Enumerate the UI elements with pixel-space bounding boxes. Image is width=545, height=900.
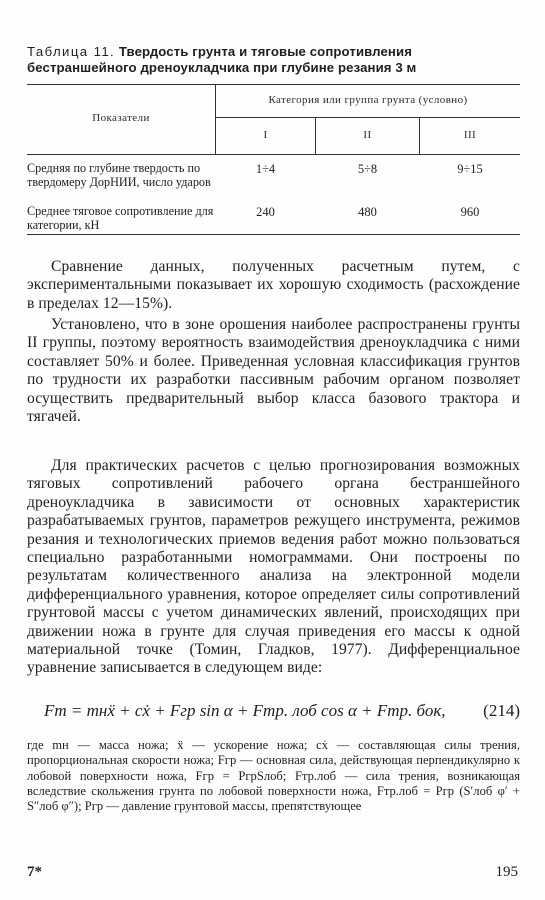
page-number: 195 (495, 864, 518, 880)
header-category: Категория или группа грунта (условно) (268, 94, 468, 106)
table-caption (27, 44, 517, 76)
cell-hardness-2: 5÷8 (357, 162, 378, 176)
paragraph-2-text: Установлено, что в зоне орошения наиболее распространены грунты II группы, поэтому вероятность взаимодействия дреноукладчика с ними составляет 50% и более. Приведенная условная классификация грунтов по трудности их разработки пассивным рабочим органом позволяет осуществить предварительный выбор класса базового трактора и тягачей. (27, 316, 520, 426)
paragraph-2 (27, 316, 520, 426)
table-bottom-rule (27, 234, 520, 235)
table-title-line-1: Твердость грунта и тяговые сопротивления (118, 44, 412, 59)
col-header-1: I (263, 129, 268, 141)
definitions-text: где mн — масса ножа; ẍ — ускорение ножа; cẋ — составляющая силы трения, пропорциональная скорости ножа; Fгр — основная сила, действующая перпендикулярно к лобовой поверхности ножа, Fгр = PгрSлоб; Fтр.лоб — сила трения, возникающая вследствие скольжения грунта по лобовой поверхности ножа, Fтр.лоб = Pгр (S′лоб φ′ + S″лоб φ″); Pгр — давление грунтовой массы, препятствующее (27, 738, 520, 814)
header-subrule (216, 117, 520, 118)
table-label: Таблица 11. (27, 44, 116, 59)
paragraph-1-text: Сравнение данных, полученных расчетным путем, с экспериментальными показывает их хорошую сходимость (расхождение в пределах 12—15%). (27, 258, 520, 312)
table-top-rule (27, 84, 520, 85)
equation-214 (44, 701, 520, 721)
header-bottom-rule (27, 154, 520, 155)
equation-number: (214) (483, 701, 520, 720)
paragraph-3 (27, 457, 520, 678)
cell-resistance-2: 480 (358, 205, 377, 219)
signature-mark: 7* (27, 864, 42, 880)
table-title-line-2: бестраншейного дреноукладчика при глубине резания 3 м (27, 60, 417, 75)
row-label-resistance: Среднее тяговое сопротивление для категории, кН (27, 204, 214, 233)
cell-resistance-1: 240 (256, 205, 275, 219)
paragraph-3-text: Для практических расчетов с целью прогнозирования возможных тяговых сопротивлений рабочего органа бестраншейного дреноукладчика в зависимости от основных характеристик разрабатываемых грунтов, параметров режущего инструмента, режимов резания и технологических приемов ведения работ можно пользоваться специально разработанными номограммами. Они построены по результатам количественного анализа на электронной модели дифференциального уравнения, которое определяет силы сопротивлений грунтовой массы с учетом динамических явлений, происходящих при движении ножа в грунте для случая приведения его массы к одной материальной точке (Томин, Гладков, 1977). Дифференциальное уравнение записывается в следующем виде: (27, 457, 520, 677)
paragraph-1 (27, 258, 520, 313)
row-label-hardness: Средняя по глубине твердость по твердомеру ДорНИИ, число ударов (27, 161, 211, 190)
cell-hardness-1: 1÷4 (255, 162, 276, 176)
variable-definitions (27, 738, 520, 814)
col-header-3: III (463, 129, 477, 141)
equation-text: Fт = mнẍ + cẋ + Fгр sin α + Fтр. лоб cos α + Fтр. бок, (44, 701, 446, 720)
cell-hardness-3: 9÷15 (457, 162, 483, 176)
col-header-2: II (363, 129, 372, 141)
header-indicators: Показатели (92, 112, 150, 124)
cell-resistance-3: 960 (460, 205, 480, 219)
